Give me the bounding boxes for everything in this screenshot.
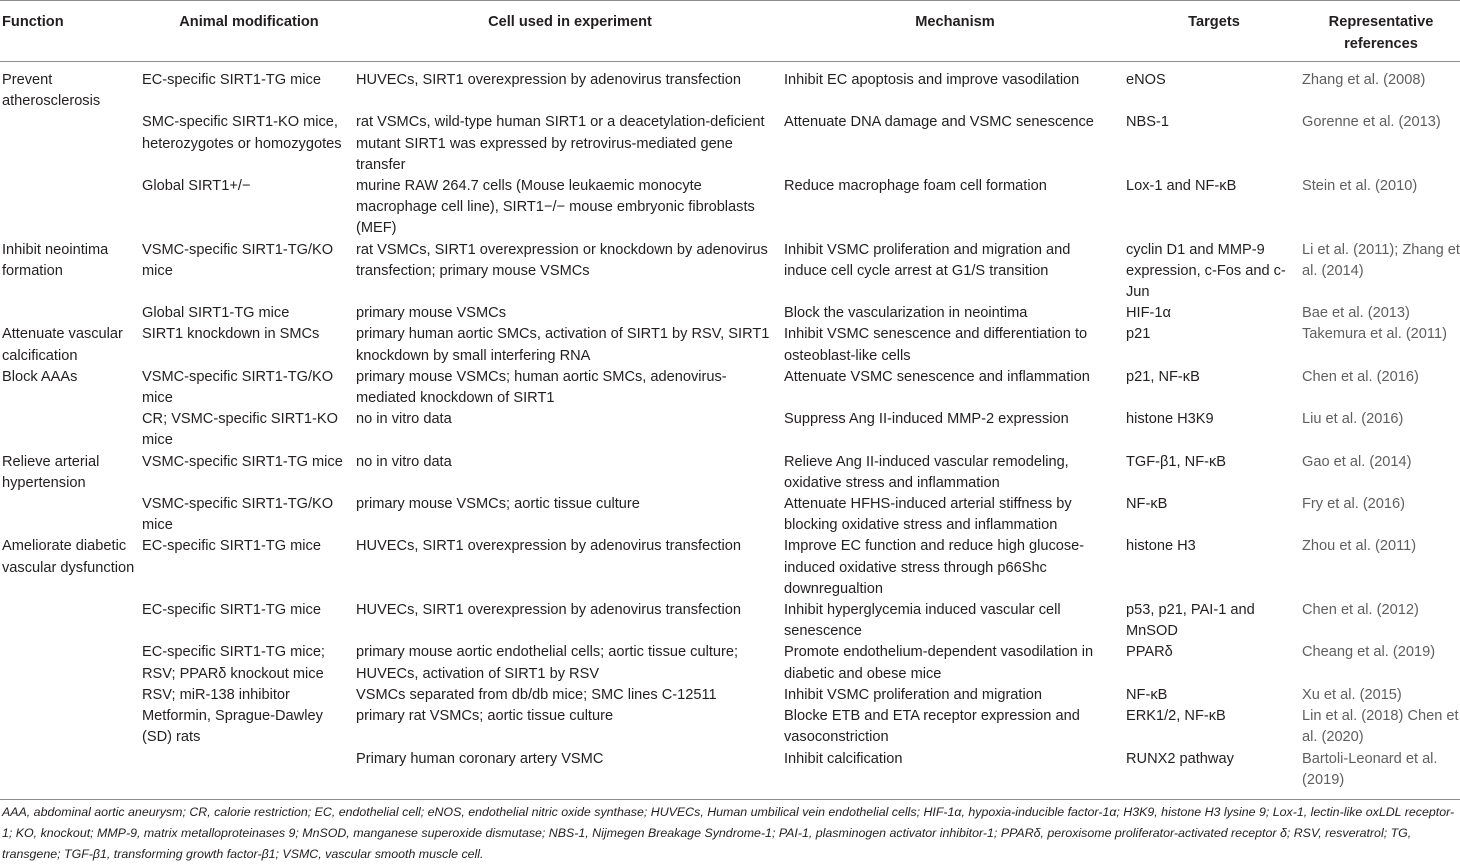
cell-animal-modification: VSMC-specific SIRT1-TG mice (142, 453, 343, 470)
cell-targets: RUNX2 pathway (1126, 750, 1234, 767)
table-row (0, 685, 1460, 706)
cell-targets: TGF-β1, NF-κB (1126, 453, 1227, 470)
cell-function (0, 112, 142, 176)
cell-targets: Lox-1 and NF-κB (1126, 178, 1237, 195)
cell-function (0, 303, 142, 324)
cell-animal-modification: Global SIRT1-TG mice (142, 305, 290, 322)
cell-mechanism: Inhibit hyperglycemia induced vascular cell senescence (784, 602, 1061, 640)
cell-animal-modification: SIRT1 knockdown in SMCs (142, 326, 320, 343)
cell-animal-modification: EC-specific SIRT1-TG mice (142, 602, 321, 619)
cell-references: Chen et al. (2016) (1302, 368, 1419, 385)
cell-mechanism: Inhibit VSMC proliferation and migration (784, 686, 1042, 703)
cell-function (0, 706, 142, 748)
header-cell-used: Cell used in experiment (488, 14, 652, 30)
table-row (0, 600, 1460, 642)
table-row (0, 536, 1460, 600)
cell-cell-used: HUVECs, SIRT1 overexpression by adenovirus transfection (356, 538, 742, 555)
cell-cell-used: rat VSMCs, wild-type human SIRT1 or a deacetylation-deficient mutant SIRT1 was expressed by retrovirus-mediated gene transfer (356, 114, 765, 173)
table-row (0, 494, 1460, 536)
cell-mechanism: Improve EC function and reduce high glucose-induced oxidative stress through p66Shc downregualtion (784, 538, 1085, 597)
cell-animal-modification: Global SIRT1+/− (142, 178, 251, 195)
table-row (0, 62, 1460, 113)
cell-cell-used: primary mouse VSMCs; human aortic SMCs, adenovirus-mediated knockdown of SIRT1 (356, 368, 727, 407)
cell-animal-modification: Metformin, Sprague-Dawley (SD) rats (142, 708, 323, 746)
cell-references: Liu et al. (2016) (1302, 411, 1404, 428)
cell-references: Xu et al. (2015) (1302, 686, 1402, 703)
cell-references: Lin et al. (2018) Chen et al. (2020) (1302, 708, 1459, 746)
cell-function (0, 494, 142, 536)
cell-mechanism: Block the vascularization in neointima (784, 305, 1028, 322)
cell-animal-modification: VSMC-specific SIRT1-TG/KO mice (142, 368, 334, 407)
cell-targets: histone H3 (1126, 538, 1196, 555)
cell-targets: NF-κB (1126, 496, 1168, 513)
cell-references: Zhang et al. (2008) (1302, 72, 1426, 88)
cell-function: Block AAAs (2, 368, 78, 385)
cell-references: Bartoli-Leonard et al. (2019) (1302, 750, 1438, 788)
cell-animal-modification: CR; VSMC-specific SIRT1-KO mice (142, 411, 338, 449)
cell-animal-modification: EC-specific SIRT1-TG mice (142, 72, 321, 88)
table-row (0, 240, 1460, 304)
cell-animal-modification (142, 749, 356, 794)
cell-animal-modification: EC-specific SIRT1-TG mice (142, 538, 321, 555)
cell-cell-used: primary human aortic SMCs, activation of SIRT1 by RSV, SIRT1 knockdown by small interfering RNA (356, 326, 770, 364)
table-row (0, 112, 1460, 176)
cell-cell-used: HUVECs, SIRT1 overexpression by adenovirus transfection (356, 602, 742, 619)
cell-targets: HIF-1α (1126, 305, 1171, 322)
cell-references: Zhou et al. (2011) (1302, 538, 1417, 555)
cell-function (0, 642, 142, 684)
cell-mechanism: Relieve Ang II-induced vascular remodeling, oxidative stress and inflammation (784, 453, 1069, 491)
cell-animal-modification: VSMC-specific SIRT1-TG/KO mice (142, 241, 334, 279)
table-row (0, 409, 1460, 451)
cell-function: Inhibit neointima formation (2, 241, 109, 279)
cell-cell-used: HUVECs, SIRT1 overexpression by adenovirus transfection (356, 72, 742, 88)
cell-cell-used: VSMCs separated from db/db mice; SMC lines C-12511 (356, 686, 717, 703)
cell-cell-used: primary mouse VSMCs; aortic tissue culture (356, 496, 640, 513)
cell-mechanism: Inhibit EC apoptosis and improve vasodilation (784, 72, 1080, 88)
cell-cell-used: primary mouse aortic endothelial cells; aortic tissue culture; HUVECs, activation of SIRT1 by RSV (356, 644, 739, 682)
cell-function (0, 409, 142, 451)
header-animal-modification: Animal modification (179, 14, 319, 30)
table-row (0, 324, 1460, 366)
header-mechanism: Mechanism (915, 14, 995, 30)
cell-animal-modification: EC-specific SIRT1-TG mice; RSV; PPARδ knockout mice (142, 644, 325, 682)
cell-targets: NBS-1 (1126, 114, 1169, 131)
cell-function (0, 176, 142, 240)
cell-references: Gao et al. (2014) (1302, 453, 1412, 470)
cell-function: Ameliorate diabetic vascular dysfunction (2, 538, 135, 576)
cell-function (0, 749, 142, 794)
cell-mechanism: Blocke ETB and ETA receptor expression and vasoconstriction (784, 708, 1080, 746)
header-function: Function (2, 14, 64, 30)
table-header-row (0, 1, 1460, 62)
cell-references: Stein et al. (2010) (1302, 178, 1418, 195)
cell-targets: p21, NF-κB (1126, 368, 1200, 385)
cell-mechanism: Inhibit VSMC proliferation and migration and induce cell cycle arrest at G1/S transition (784, 241, 1071, 279)
cell-references: Takemura et al. (2011) (1302, 326, 1447, 343)
cell-mechanism: Attenuate VSMC senescence and inflammation (784, 368, 1090, 385)
header-references: Representative references (1328, 14, 1434, 52)
table-row (0, 642, 1460, 684)
cell-references: Gorenne et al. (2013) (1302, 114, 1441, 131)
cell-mechanism: Attenuate DNA damage and VSMC senescence (784, 114, 1094, 131)
cell-targets: eNOS (1126, 72, 1166, 88)
cell-function (0, 685, 142, 706)
cell-mechanism: Suppress Ang II-induced MMP-2 expression (784, 411, 1069, 428)
header-targets: Targets (1188, 14, 1240, 30)
footnote-rule (0, 799, 1460, 800)
cell-cell-used: primary mouse VSMCs (356, 305, 507, 322)
cell-animal-modification: SMC-specific SIRT1-KO mice, heterozygotes or homozygotes (142, 114, 342, 152)
cell-mechanism: Inhibit calcification (784, 750, 903, 767)
cell-targets: p21 (1126, 326, 1151, 343)
cell-cell-used: rat VSMCs, SIRT1 overexpression or knockdown by adenovirus transfection; primary mouse VSMCs (356, 241, 768, 279)
cell-targets: cyclin D1 and MMP-9 expression, c-Fos and c-Jun (1126, 241, 1286, 301)
cell-cell-used: no in vitro data (356, 453, 452, 470)
table-row (0, 749, 1460, 794)
cell-cell-used: primary rat VSMCs; aortic tissue culture (356, 708, 614, 725)
cell-mechanism: Inhibit VSMC senescence and differentiation to osteoblast-like cells (784, 326, 1088, 364)
cell-mechanism: Promote endothelium-dependent vasodilation in diabetic and obese mice (784, 644, 1094, 682)
cell-references: Chen et al. (2012) (1302, 602, 1419, 619)
table-row (0, 303, 1460, 324)
table-footnote: AAA, abdominal aortic aneurysm; CR, calorie restriction; EC, endothelial cell; eNOS, endothelial nitric oxide synthase; HUVECs, Human umbilical vein endothelial cells; HIF-1α, hypoxia-inducible factor-1α; H3K9, histone H3 lysine 9; Lox-1, lectin-like oxLDL receptor-1; KO, knockout; MMP-9, matrix metalloproteinases 9; MnSOD, manganese superoxide dismutase; NBS-1, Nijmegen Breakage Syndrome-1; PAI-1, plasminogen activator inhibitor-1; PPARδ, peroxisome proliferator-activated receptor δ; RSV, resveratrol; TG, transgene; TGF-β1, transforming growth factor-β1; VSMC, vascular smooth muscle cell. (2, 805, 1455, 861)
cell-targets: PPARδ (1126, 644, 1173, 661)
table-row (0, 452, 1460, 494)
cell-references: Cheang et al. (2019) (1302, 644, 1436, 661)
cell-cell-used: murine RAW 264.7 cells (Mouse leukaemic monocyte macrophage cell line), SIRT1−/− mouse embryonic fibroblasts (MEF) (356, 178, 755, 237)
cell-function (0, 600, 142, 642)
cell-references: Fry et al. (2016) (1302, 496, 1406, 513)
cell-animal-modification: VSMC-specific SIRT1-TG/KO mice (142, 496, 334, 534)
cell-cell-used: Primary human coronary artery VSMC (356, 750, 604, 767)
table-body (0, 62, 1460, 794)
table-row (0, 176, 1460, 240)
cell-targets: p53, p21, PAI-1 and MnSOD (1126, 602, 1255, 640)
table-row (0, 706, 1460, 748)
cell-cell-used: no in vitro data (356, 411, 452, 428)
table-row (0, 367, 1460, 409)
cell-mechanism: Attenuate HFHS-induced arterial stiffness by blocking oxidative stress and inflammation (784, 496, 1072, 534)
cell-references: Li et al. (2011); Zhang et al. (2014) (1302, 241, 1460, 279)
cell-targets: ERK1/2, NF-κB (1126, 708, 1226, 725)
cell-mechanism: Reduce macrophage foam cell formation (784, 178, 1047, 195)
cell-targets: NF-κB (1126, 686, 1168, 703)
cell-function: Attenuate vascular calcification (2, 326, 123, 364)
cell-targets: histone H3K9 (1126, 411, 1214, 428)
cell-animal-modification: RSV; miR-138 inhibitor (142, 686, 290, 703)
cell-references: Bae et al. (2013) (1302, 305, 1410, 322)
cell-function: Prevent atherosclerosis (2, 72, 101, 110)
cell-function: Relieve arterial hypertension (2, 453, 100, 491)
